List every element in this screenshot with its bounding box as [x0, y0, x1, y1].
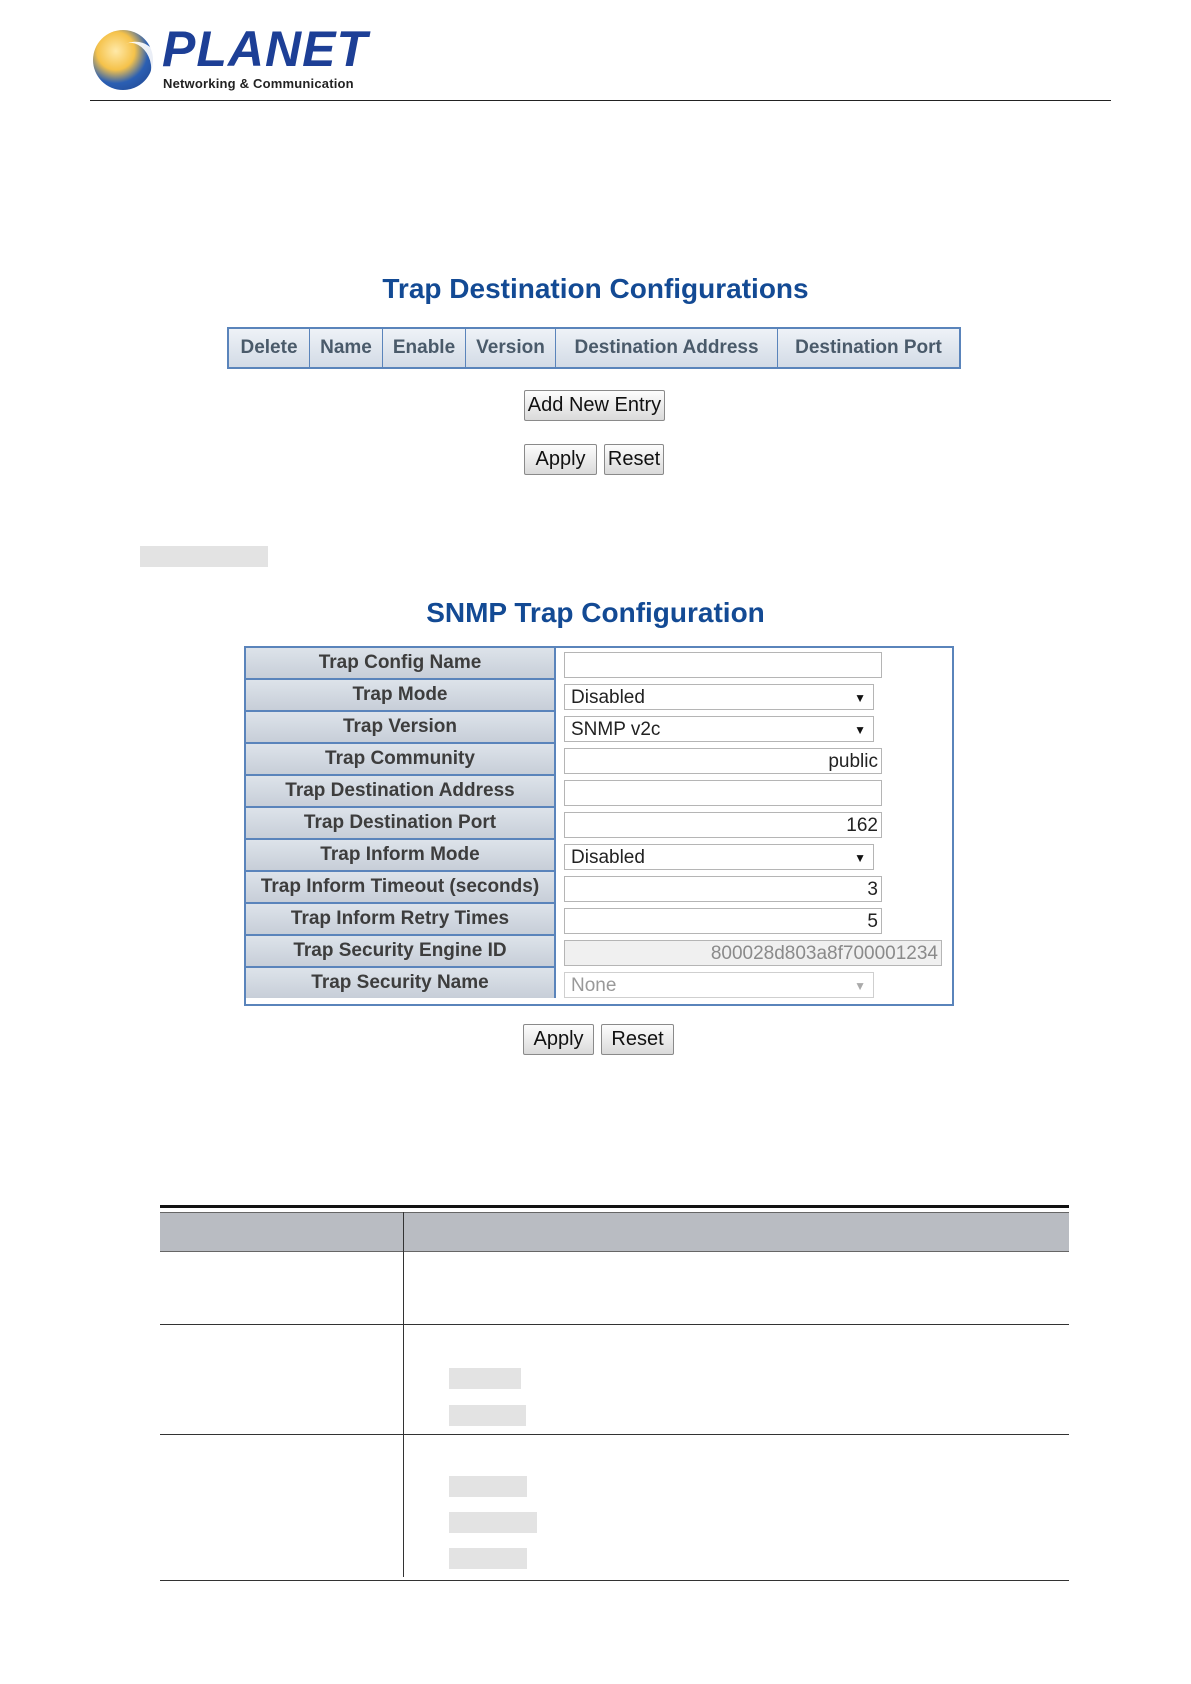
- trap-inform-mode-select[interactable]: [564, 844, 874, 870]
- trap-inform-mode-value: Disabled: [571, 847, 645, 868]
- label-trap-inform-mode: Trap Inform Mode: [246, 840, 556, 872]
- redacted-term: [449, 1405, 526, 1426]
- snmp-trap-title: SNMP Trap Configuration: [426, 597, 765, 628]
- chevron-down-icon: ▼: [854, 723, 866, 737]
- label-trap-inform-retry: Trap Inform Retry Times: [246, 904, 556, 936]
- description-table-column-divider: [403, 1212, 404, 1577]
- trap-security-engine-id-input: 800028d803a8f700001234: [564, 940, 942, 966]
- trap-version-value: SNMP v2c: [571, 719, 661, 740]
- trap-version-select[interactable]: [564, 716, 874, 742]
- label-trap-inform-timeout: Trap Inform Timeout (seconds): [246, 872, 556, 904]
- chevron-down-icon: ▼: [854, 691, 866, 705]
- col-destination-port: Destination Port: [778, 329, 959, 367]
- trap-mode-value: Disabled: [571, 687, 645, 708]
- col-delete: Delete: [229, 329, 310, 367]
- trap-security-name-value: None: [571, 975, 617, 996]
- label-trap-version: Trap Version: [246, 712, 556, 744]
- label-trap-destination-address: Trap Destination Address: [246, 776, 556, 808]
- trap-config-name-input[interactable]: [564, 652, 882, 678]
- trap-community-input[interactable]: public: [564, 748, 882, 774]
- redacted-term: [449, 1512, 537, 1533]
- label-trap-destination-port: Trap Destination Port: [246, 808, 556, 840]
- description-table-row-divider: [160, 1324, 1069, 1325]
- description-table-bottom-rule: [160, 1580, 1069, 1581]
- redacted-term: [449, 1548, 527, 1569]
- trap-mode-select[interactable]: [564, 684, 874, 710]
- col-name: Name: [310, 329, 383, 367]
- brand-name: PLANET: [162, 21, 368, 77]
- redacted-term: [449, 1476, 527, 1497]
- description-table-row-divider: [160, 1434, 1069, 1435]
- label-trap-config-name: Trap Config Name: [246, 648, 556, 680]
- header-divider: [90, 100, 1111, 101]
- snmp-trap-reset-button[interactable]: Reset: [601, 1024, 674, 1055]
- col-enable: Enable: [383, 329, 466, 367]
- destinations-reset-button[interactable]: Reset: [604, 444, 664, 475]
- chevron-down-icon: ▼: [854, 851, 866, 865]
- trap-destinations-table-header: [227, 327, 961, 369]
- label-trap-security-name: Trap Security Name: [246, 968, 556, 998]
- trap-security-name-select: [564, 972, 874, 998]
- destinations-apply-button[interactable]: Apply: [524, 444, 597, 475]
- snmp-trap-apply-button[interactable]: Apply: [523, 1024, 594, 1055]
- description-table-top-rule: [160, 1205, 1069, 1208]
- label-trap-security-engine-id: Trap Security Engine ID: [246, 936, 556, 968]
- snmp-trap-config-table: [244, 646, 954, 1006]
- label-trap-community: Trap Community: [246, 744, 556, 776]
- trap-destination-address-input[interactable]: [564, 780, 882, 806]
- trap-destination-port-input[interactable]: 162: [564, 812, 882, 838]
- trap-inform-timeout-input[interactable]: 3: [564, 876, 882, 902]
- label-trap-mode: Trap Mode: [246, 680, 556, 712]
- add-new-entry-button[interactable]: Add New Entry: [524, 390, 665, 421]
- redacted-caption: [140, 546, 268, 567]
- trap-destinations-title: Trap Destination Configurations: [382, 273, 809, 304]
- chevron-down-icon: ▼: [854, 979, 866, 993]
- trap-inform-retry-input[interactable]: 5: [564, 908, 882, 934]
- redacted-term: [449, 1368, 521, 1389]
- brand-tagline: Networking & Communication: [163, 76, 354, 91]
- col-version: Version: [466, 329, 556, 367]
- description-table-header: [160, 1212, 1069, 1252]
- col-destination-address: Destination Address: [556, 329, 778, 367]
